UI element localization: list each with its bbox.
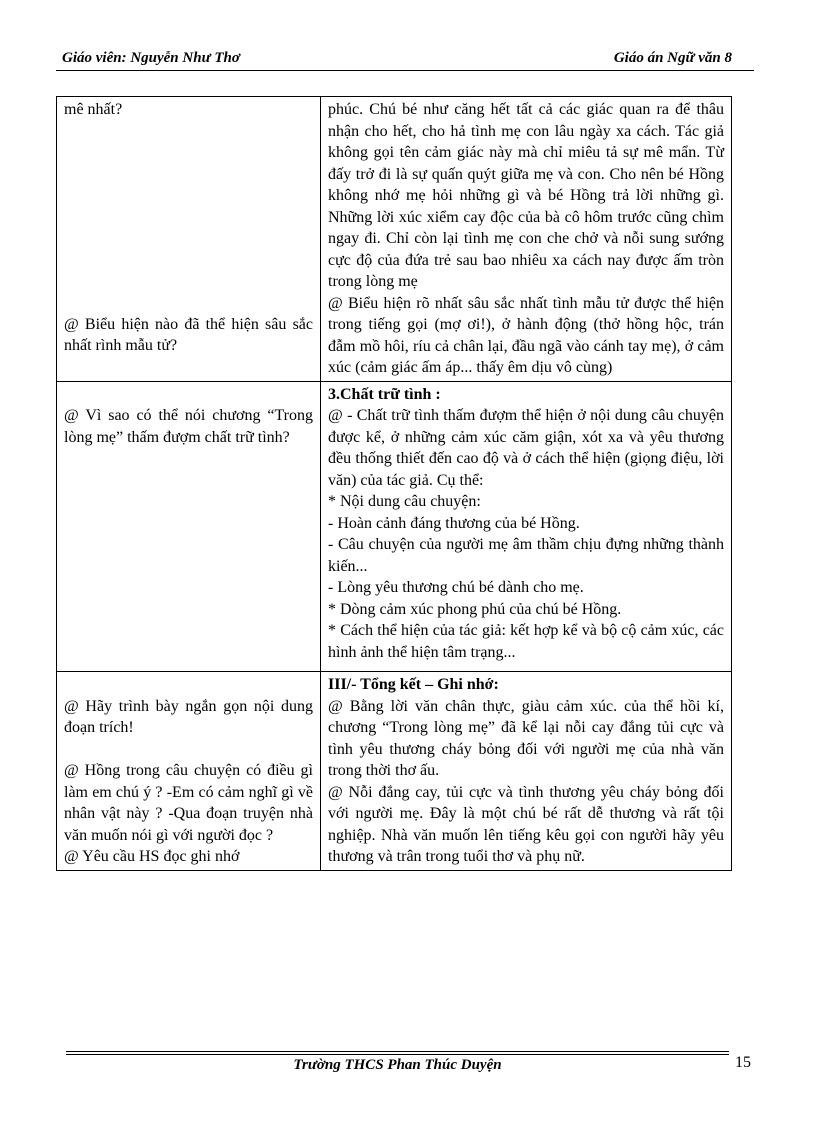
header-rule (56, 70, 754, 71)
section-heading: 3.Chất trữ tình : (328, 385, 441, 403)
answer-text: @ Bằng lời văn chân thực, giàu cảm xúc. của thể hồi kí, chương “Trong lòng mẹ” đã kể lại nỗi cay đắng tủi cực và tình yêu thương cháy bỏng đối với người mẹ của nhà văn trong thời thơ ấu. (328, 697, 724, 779)
spacer (328, 663, 724, 669)
spacer (64, 739, 313, 761)
question-text: @ Vì sao có thể nói chương “Trong lòng mẹ” thấm đượm chất trữ tình? (64, 407, 313, 446)
lesson-table (56, 96, 732, 871)
question-text: @ Biểu hiện nào đã thể hiện sâu sắc nhất rình mẫu tử? (64, 315, 313, 354)
answer-text: phúc. Chú bé như căng hết tất cả các giác quan ra để thâu nhận cho hết, cho hả tình mẹ con lâu ngày xa cách. Tác giả không gọi tên cảm giác này mà chỉ miêu tả sự mê mẩn. Từ đấy trở đi là sự quấn quýt giữa mẹ và con. Cho nên bé Hồng không nhớ mẹ hỏi những gì và bé Hồng trả lời những gì. Những lời xúc xiểm cay độc của bà cô hôm trước cũng chìm ngay đi. Chỉ còn lại tình mẹ con che chở và nỗi sung sướng cực độ của đứa trẻ sau bao nhiêu xa cách nay được ấm tròn trong lòng mẹ (328, 101, 724, 290)
question-text: @ Yêu cầu HS đọc ghi nhớ (64, 848, 240, 865)
page-number: 15 (735, 1054, 751, 1071)
table-row (57, 97, 732, 382)
page-header (56, 48, 754, 70)
answer-text: * Nội dung câu chuyện: (328, 493, 481, 510)
answer-cell (321, 672, 732, 871)
question-cell (57, 381, 321, 672)
answer-cell (321, 381, 732, 672)
question-text: @ Hãy trình bày ngắn gọn nội dung đoạn trích! (64, 697, 313, 736)
answer-text: @ Nỗi đắng cay, tủi cực và tình thương yêu cháy bỏng đối với người mẹ. Đây là một chú bé rất dễ thương và rất tội nghiệp. Nhà văn muốn lên tiếng kêu gọi con người hãy yêu thương và trân trong tuổi thơ và phụ nữ. (328, 783, 724, 865)
answer-text: * Cách thể hiện của tác giả: kết hợp kể và bộ cộ cảm xúc, các hình ảnh thể hiện tâm trạng... (328, 622, 724, 661)
teacher-name: Giáo viên: Nguyễn Như Thơ (62, 50, 240, 66)
spacer (64, 384, 313, 406)
spacer (64, 674, 313, 696)
answer-cell (321, 97, 732, 382)
footer-rule (66, 1054, 729, 1055)
subject-title: Giáo án Ngữ văn 8 (613, 50, 732, 66)
answer-text: - Hoàn cảnh đáng thương của bé Hồng. (328, 514, 580, 532)
footer-rule (66, 1051, 729, 1052)
answer-text: * Dòng cảm xúc phong phú của chú bé Hồng. (328, 600, 622, 618)
question-text: @ Hồng trong câu chuyện có điều gì làm em chú ý ? -Em có cảm nghĩ gì về nhân vật này ? -Qua đoạn truyện nhà văn muốn nói gì với người đọc ? (64, 762, 313, 844)
answer-text: @ Biểu hiện rõ nhất sâu sắc nhất tình mẫu tử được thể hiện trong tiếng gọi (mợ ơi!), ở hành động (thở hồng hộc, trán đẫm mồ hôi, ríu cả chân lại, đầu ngã vào cánh tay mẹ), ở cảm xúc (cảm giác ấm áp... thấy êm dịu vô cùng) (328, 294, 724, 376)
table-row (57, 672, 732, 871)
spacer (64, 121, 313, 314)
question-cell (57, 97, 321, 382)
section-heading: III/- Tổng kết – Ghi nhớ: (328, 676, 499, 693)
question-cell (57, 672, 321, 871)
answer-text: - Câu chuyện của người mẹ âm thầm chịu đựng những thành kiến... (328, 536, 724, 575)
answer-text: - Lòng yêu thương chú bé dành cho mẹ. (328, 579, 584, 596)
answer-text: @ - Chất trữ tình thấm đượm thể hiện ở nội dung câu chuyện được kể, ở những cảm xúc căm giận, xót xa và yêu thương đều thống thiết đến cao độ và ở cách thể hiện (giọng điệu, lời văn) của tác giả. Cụ thể: (328, 407, 724, 489)
school-name: Trường THCS Phan Thúc Duyện (293, 1057, 502, 1073)
question-text: mê nhất? (64, 101, 123, 118)
table-row (57, 381, 732, 672)
